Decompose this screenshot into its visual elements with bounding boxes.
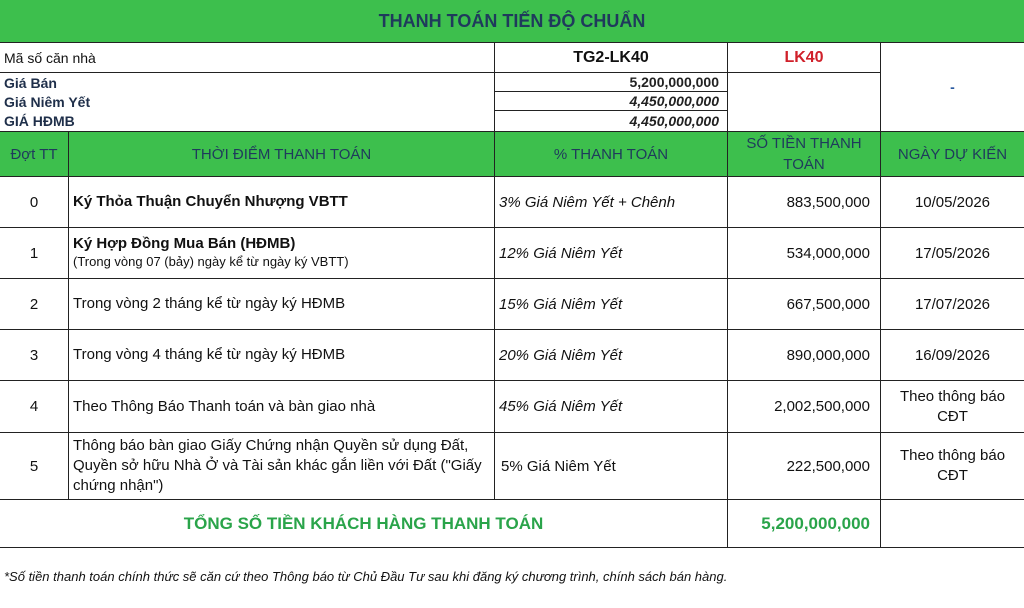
row-5-desc: Thông báo bàn giao Giấy Chứng nhận Quyền sử dụng Đất, Quyền sở hữu Nhà Ở và Tài sản khác gắn liền với Đất ("Giấy chứng nhận") <box>68 433 494 500</box>
row-4-stt: 4 <box>0 381 68 433</box>
row-4-desc: Theo Thông Báo Thanh toán và bàn giao nhà <box>68 381 494 433</box>
row-1-amount: 534,000,000 <box>727 228 880 279</box>
row-0-amount: 883,500,000 <box>727 177 880 228</box>
row-5-amount: 222,500,000 <box>727 433 880 500</box>
total-value: 5,200,000,000 <box>727 500 880 548</box>
side-note-cell: - <box>880 42 1024 131</box>
list-price-value: 4,450,000,000 <box>494 92 727 111</box>
total-empty-cell <box>880 500 1024 548</box>
row-4-amount: 2,002,500,000 <box>727 381 880 433</box>
row-5-pct: 5% Giá Niêm Yết <box>494 433 727 500</box>
row-0-stt: 0 <box>0 177 68 228</box>
row-3-date: 16/09/2026 <box>880 330 1024 381</box>
house-code-value: TG2-LK40 <box>494 42 727 73</box>
total-label: TỔNG SỐ TIỀN KHÁCH HÀNG THANH TOÁN <box>0 500 727 548</box>
page-title: THANH TOÁN TIẾN ĐỘ CHUẨN <box>0 0 1024 42</box>
header-time: THỜI ĐIỂM THANH TOÁN <box>68 131 494 177</box>
row-1-note: (Trong vòng 07 (bảy) ngày kể từ ngày ký VBTT) <box>73 254 349 269</box>
row-1-pct: 12% Giá Niêm Yết <box>494 228 727 279</box>
row-4-pct: 45% Giá Niêm Yết <box>494 381 727 433</box>
contract-price-value: 4,450,000,000 <box>494 111 727 131</box>
row-1-desc: Ký Hợp Đồng Mua Bán (HĐMB) <box>73 235 296 252</box>
row-0-desc: Ký Thỏa Thuận Chuyển Nhượng VBTT <box>68 177 494 228</box>
row-0-date: 10/05/2026 <box>880 177 1024 228</box>
row-5-date: Theo thông báo CĐT <box>880 433 1024 500</box>
row-3-pct: 20% Giá Niêm Yết <box>494 330 727 381</box>
row-3-stt: 3 <box>0 330 68 381</box>
row-4-date: Theo thông báo CĐT <box>880 381 1024 433</box>
house-code-label: Mã số căn nhà <box>0 42 494 73</box>
row-2-desc: Trong vòng 2 tháng kể từ ngày ký HĐMB <box>68 279 494 330</box>
header-amount: SỐ TIỀN THANH TOÁN <box>727 131 880 177</box>
row-1-stt: 1 <box>0 228 68 279</box>
row-0-pct: 3% Giá Niêm Yết + Chênh <box>494 177 727 228</box>
footnote: *Số tiền thanh toán chính thức sẽ căn cứ theo Thông báo từ Chủ Đầu Tư sau khi đăng ký chương trình, chính sách bán hàng. <box>4 569 728 584</box>
contract-price-label: GIÁ HĐMB <box>4 113 75 129</box>
sale-price-label: Giá Bán <box>4 74 57 91</box>
row-2-date: 17/07/2026 <box>880 279 1024 330</box>
row-1-desc-cell <box>68 228 494 279</box>
house-code-short: LK40 <box>727 42 880 73</box>
header-date: NGÀY DỰ KIẾN <box>880 131 1024 177</box>
row-2-pct: 15% Giá Niêm Yết <box>494 279 727 330</box>
row-3-desc: Trong vòng 4 tháng kể từ ngày ký HĐMB <box>68 330 494 381</box>
sale-price-value: 5,200,000,000 <box>494 73 727 92</box>
row-5-stt: 5 <box>0 433 68 500</box>
header-stt: Đợt TT <box>10 145 58 163</box>
divider <box>727 73 728 131</box>
list-price-label: Giá Niêm Yết <box>4 93 91 110</box>
row-1-date: 17/05/2026 <box>880 228 1024 279</box>
row-2-amount: 667,500,000 <box>727 279 880 330</box>
row-3-amount: 890,000,000 <box>727 330 880 381</box>
row-2-stt: 2 <box>0 279 68 330</box>
header-pct: % THANH TOÁN <box>494 131 727 177</box>
